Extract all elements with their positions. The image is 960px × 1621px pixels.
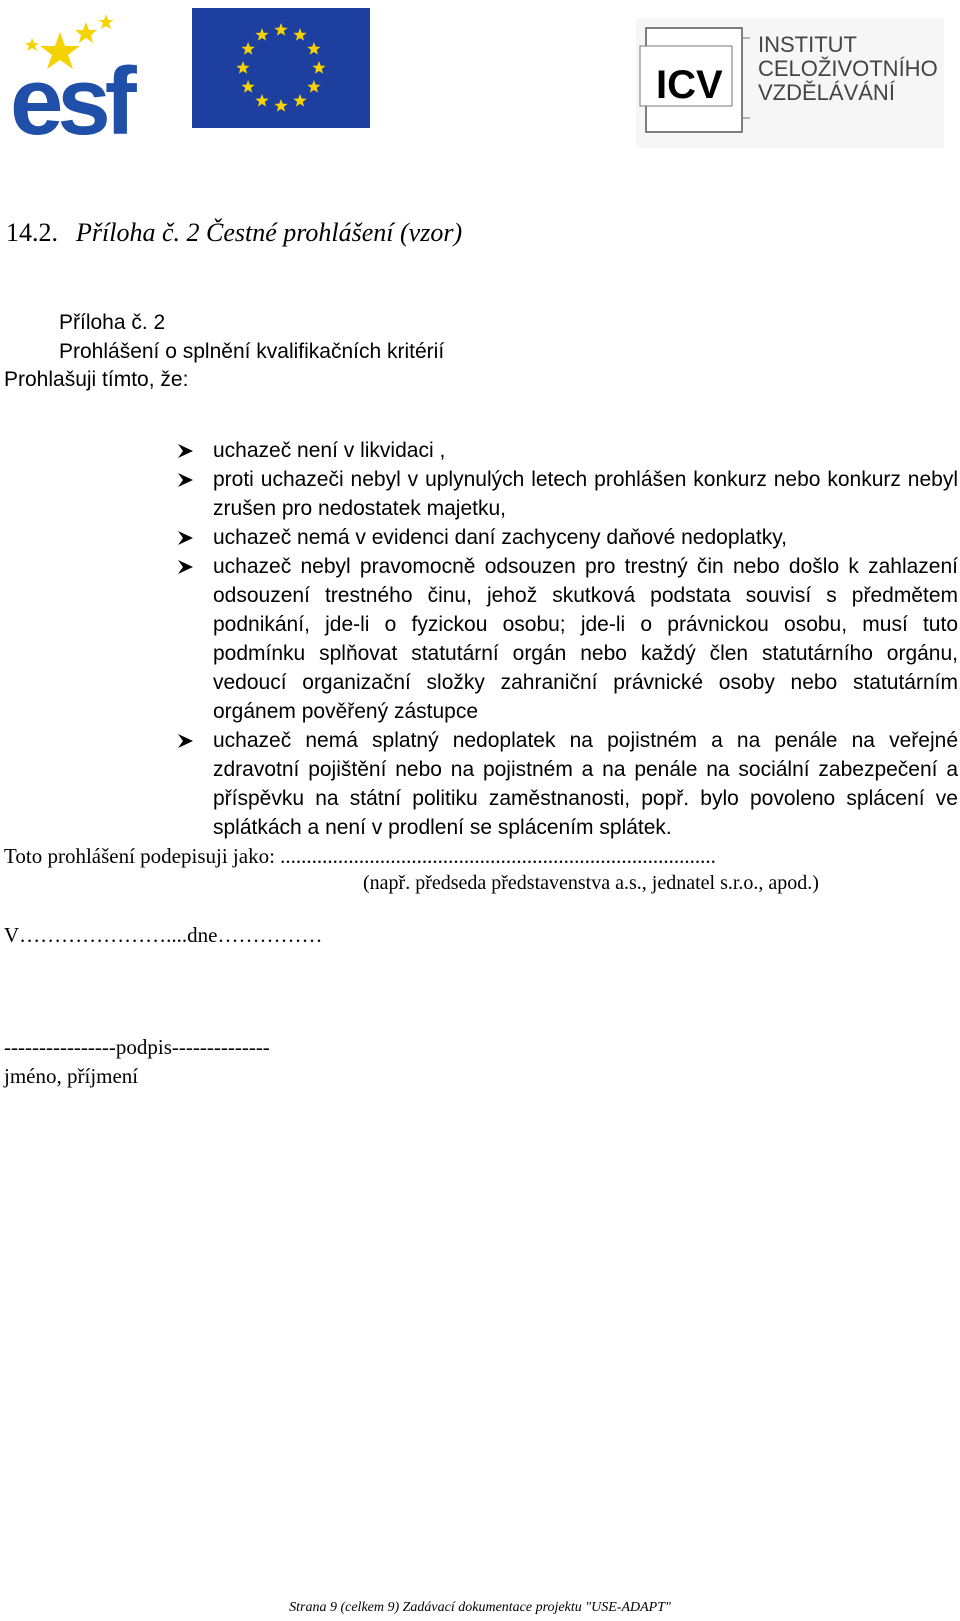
- signature-line: ----------------podpis--------------: [4, 1035, 270, 1059]
- page-footer: Strana 9 (celkem 9) Zadávací dokumentace projektu "USE-ADAPT": [289, 1600, 671, 1615]
- icv-name-line-2: CELOŽIVOTNÍHO: [758, 56, 938, 81]
- name-line: jméno, příjmení: [4, 1064, 139, 1088]
- list-item: [176, 465, 958, 523]
- section-heading: [6, 218, 462, 248]
- list-item: [176, 552, 958, 726]
- annex-label: Příloha č. 2: [59, 311, 166, 334]
- signature-as-line: Toto prohlášení podepisuji jako: ...................................................................................: [4, 844, 716, 868]
- icv-logo: [636, 18, 944, 148]
- icv-abbr: ICV: [656, 63, 723, 107]
- icv-mark: [636, 18, 944, 148]
- icv-name-line-3: VZDĚLÁVÁNÍ: [758, 80, 895, 105]
- arrow-bullet-icon: [176, 436, 196, 465]
- eu-flag-logo: [192, 8, 382, 134]
- list-item-text: uchazeč nemá splatný nedoplatek na pojistném a na penále na veřejné zdravotní pojištění nebo na pojistném a na penále na sociální zabezpečení a příspěvku na státní politiku zaměstnanosti, popř. bylo povoleno splácení ve splátkách a není v prodlení se splácením splátek.: [213, 729, 958, 839]
- esf-logo-text: esf: [10, 48, 131, 138]
- list-item: [176, 436, 958, 465]
- list-item-text: uchazeč není v likvidaci ,: [213, 439, 446, 462]
- place-date-line: V…………………....dne……………: [4, 923, 323, 947]
- arrow-bullet-icon: [176, 552, 196, 581]
- criteria-list: [176, 436, 958, 842]
- intro-text: Prohlašuji tímto, že:: [4, 368, 189, 391]
- section-title: Příloha č. 2 Čestné prohlášení (vzor): [76, 218, 463, 247]
- list-item-text: proti uchazeči nebyl v uplynulých letech prohlášen konkurz nebo konkurz nebyl zrušen pro nedostatek majetku,: [213, 468, 958, 520]
- arrow-bullet-icon: [176, 726, 196, 755]
- annex-title: Prohlášení o splnění kvalifikačních kritérií: [59, 340, 445, 363]
- list-item-text: uchazeč nebyl pravomocně odsouzen pro trestný čin nebo došlo k zahlazení odsouzení trestného činu, jehož skutková podstata souvisí s předmětem podnikání, jde-li o fyzickou osobu; jde-li o právnickou osobu, musí tuto podmínku splňovat statutární orgán nebo každý člen statutárního orgánu, vedoucí organizační složky zahraniční právnické osoby nebo statutárním orgánem pověřený zástupce: [213, 555, 958, 723]
- icv-name-line-1: INSTITUT: [758, 32, 857, 57]
- arrow-bullet-icon: [176, 523, 196, 552]
- esf-logo: [8, 8, 166, 138]
- list-item-text: uchazeč nemá v evidenci daní zachyceny daňové nedoplatky,: [213, 526, 787, 549]
- signature-example: (např. předseda představenstva a.s., jednatel s.r.o., apod.): [363, 872, 819, 894]
- list-item: [176, 523, 958, 552]
- section-number: 14.2.: [6, 218, 58, 247]
- arrow-bullet-icon: [176, 465, 196, 494]
- list-item: [176, 726, 958, 842]
